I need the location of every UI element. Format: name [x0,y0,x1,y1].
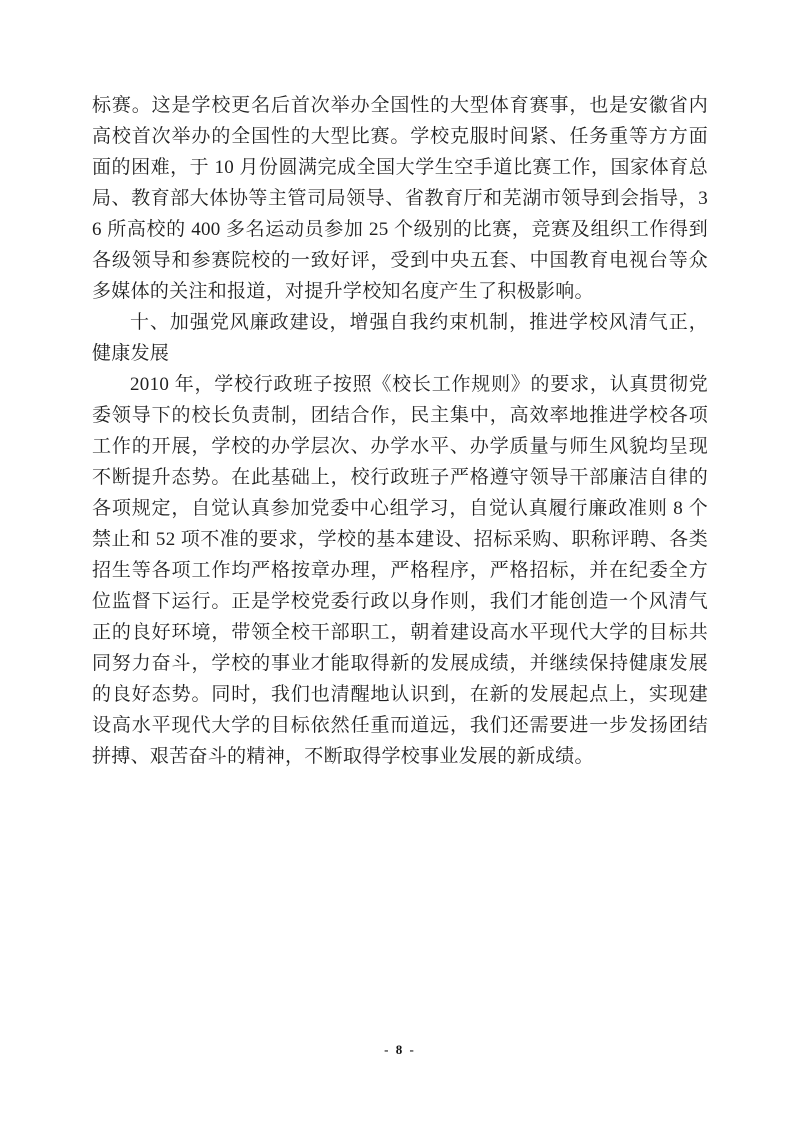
section-heading: 十、加强党风廉政建设，增强自我约束机制，推进学校风清气正，健康发展 [92,312,708,364]
page-footer [0,1041,800,1059]
page-body [92,90,708,772]
paragraph-body: 2010 年，学校行政班子按照《校长工作规则》的要求，认真贯彻党委领导下的校长负责制，团结合作，民主集中，高效率地推进学校各项工作的开展，学校的办学层次、办学水平、办学质量与师生风貌均呈现不断提升态势。在此基础上，校行政班子严格遵守领导干部廉洁自律的各项规定，自觉认真参加党委中心组学习，自觉认真履行廉政准则 8 个禁止和 52 项不准的要求，学校的基本建设、招标采购、职称评聘、各类招生等各项工作均严格按章办理，严格程序，严格招标，并在纪委全方位监督下运行。正是学校党委行政以身作则，我们才能创造一个风清气正的良好环境，带领全校干部职工，朝着建设高水平现代大学的目标共同努力奋斗，学校的事业才能取得新的发展成绩，并继续保持健康发展的良好态势。同时，我们也清醒地认识到，在新的发展起点上，实现建设高水平现代大学的目标依然任重而道远，我们还需要进一步发扬团结拼搏、艰苦奋斗的精神，不断取得学校事业发展的新成绩。 [92,374,708,767]
page-number: - 8 - [384,1042,416,1057]
paragraph-continuation: 标赛。这是学校更名后首次举办全国性的大型体育赛事，也是安徽省内高校首次举办的全国性的大型比赛。学校克服时间紧、任务重等方方面面的困难，于 10 月份圆满完成全国大学生空手道比赛工作，国家体育总局、教育部大体协等主管司局领导、省教育厅和芜湖市领导到会指导，36 所高校的 400 多名运动员参加 25 个级别的比赛，竞赛及组织工作得到各级领导和参赛院校的一致好评，受到中央五套、中国教育电视台等众多媒体的关注和报道，对提升学校知名度产生了积极影响。 [92,95,708,302]
